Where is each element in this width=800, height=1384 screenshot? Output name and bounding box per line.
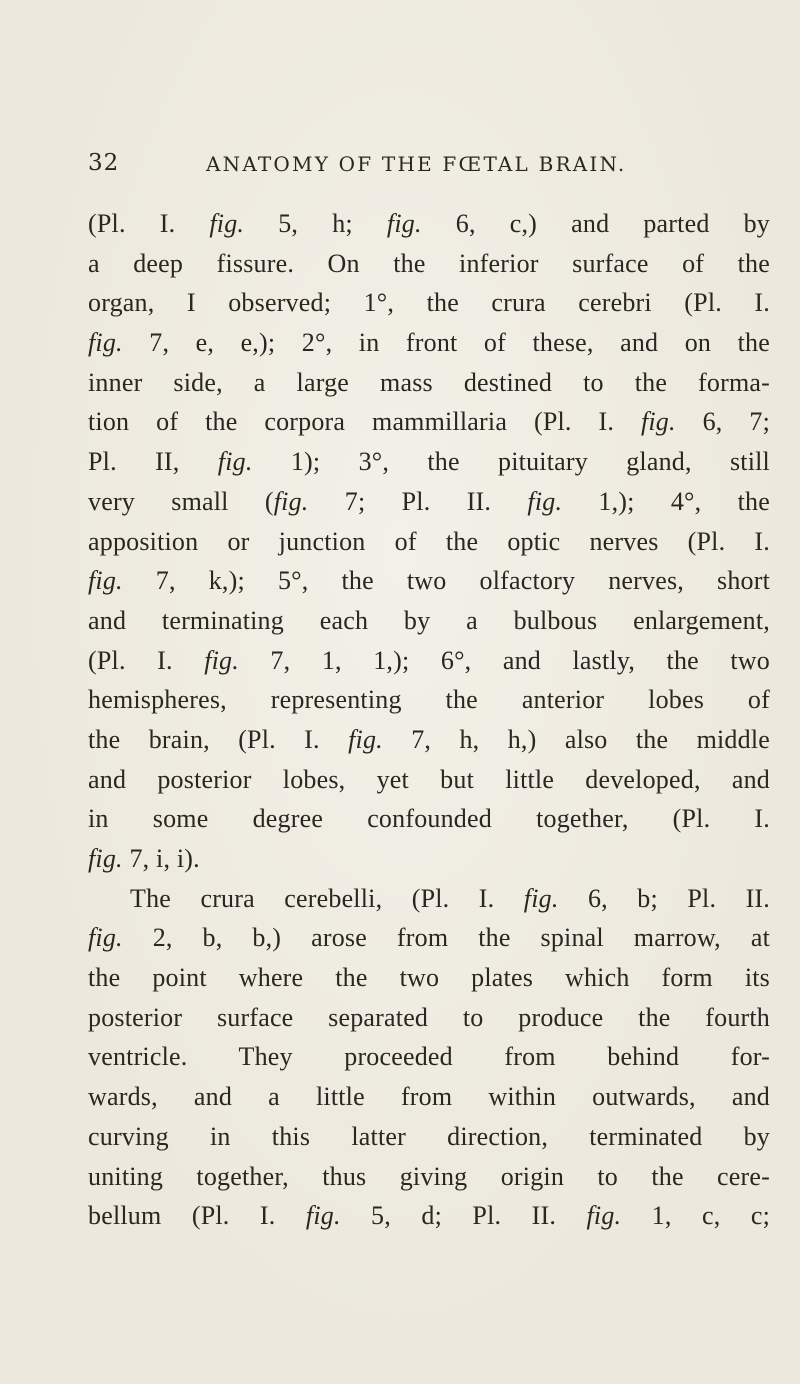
body-text bbox=[88, 204, 770, 1236]
text-line: Pl. II, fig. 1); 3°, the pituitary gland, still bbox=[88, 447, 770, 477]
text-line: the brain, (Pl. I. fig. 7, h, h,) also the middle bbox=[88, 724, 770, 754]
text-line: and terminating each by a bulbous enlargement, bbox=[88, 605, 770, 635]
text-line: wards, and a little from within outwards, and bbox=[88, 1082, 770, 1112]
text-line: a deep fissure. On the inferior surface of the bbox=[88, 248, 770, 278]
text-line: fig. 2, b, b,) arose from the spinal marrow, at bbox=[88, 923, 770, 953]
text-line: (Pl. I. fig. 5, h; fig. 6, c,) and parted by bbox=[88, 209, 770, 238]
text-line: in some degree confounded together, (Pl. I. bbox=[88, 804, 770, 834]
running-head: ANATOMY OF THE FŒTAL BRAIN. bbox=[206, 152, 627, 176]
text-line: bellum (Pl. I. fig. 5, d; Pl. II. fig. 1, c, c; bbox=[88, 1201, 770, 1231]
text-line: very small (fig. 7; Pl. II. fig. 1,); 4°, the bbox=[88, 486, 770, 516]
paragraph-start-line: The crura cerebelli, (Pl. I. fig. 6, b; Pl. II. bbox=[130, 883, 770, 913]
text-line: posterior surface separated to produce the fourth bbox=[88, 1002, 770, 1032]
page-header bbox=[88, 150, 768, 190]
text-line: curving in this latter direction, terminated by bbox=[88, 1121, 770, 1151]
text-line: tion of the corpora mammillaria (Pl. I. fig. 6, 7; bbox=[88, 407, 770, 437]
text-line: fig. 7, k,); 5°, the two olfactory nerves, short bbox=[88, 566, 770, 596]
paragraph-end-line: fig. 7, i, i). bbox=[88, 844, 200, 873]
text-line: uniting together, thus giving origin to the cere- bbox=[88, 1161, 770, 1191]
text-line: apposition or junction of the optic nerves (Pl. I. bbox=[88, 526, 770, 556]
text-line: (Pl. I. fig. 7, 1, 1,); 6°, and lastly, the two bbox=[88, 645, 770, 675]
text-line: inner side, a large mass destined to the forma- bbox=[88, 367, 770, 397]
text-line: the point where the two plates which form its bbox=[88, 963, 770, 993]
text-line: organ, I observed; 1°, the crura cerebri (Pl. I. bbox=[88, 288, 770, 318]
text-line: fig. 7, e, e,); 2°, in front of these, and on the bbox=[88, 328, 770, 358]
page-number: 32 bbox=[88, 150, 120, 176]
text-line: ventricle. They proceeded from behind for- bbox=[88, 1042, 770, 1072]
text-line: hemispheres, representing the anterior lobes of bbox=[88, 685, 770, 715]
text-line: and posterior lobes, yet but little developed, and bbox=[88, 764, 770, 794]
